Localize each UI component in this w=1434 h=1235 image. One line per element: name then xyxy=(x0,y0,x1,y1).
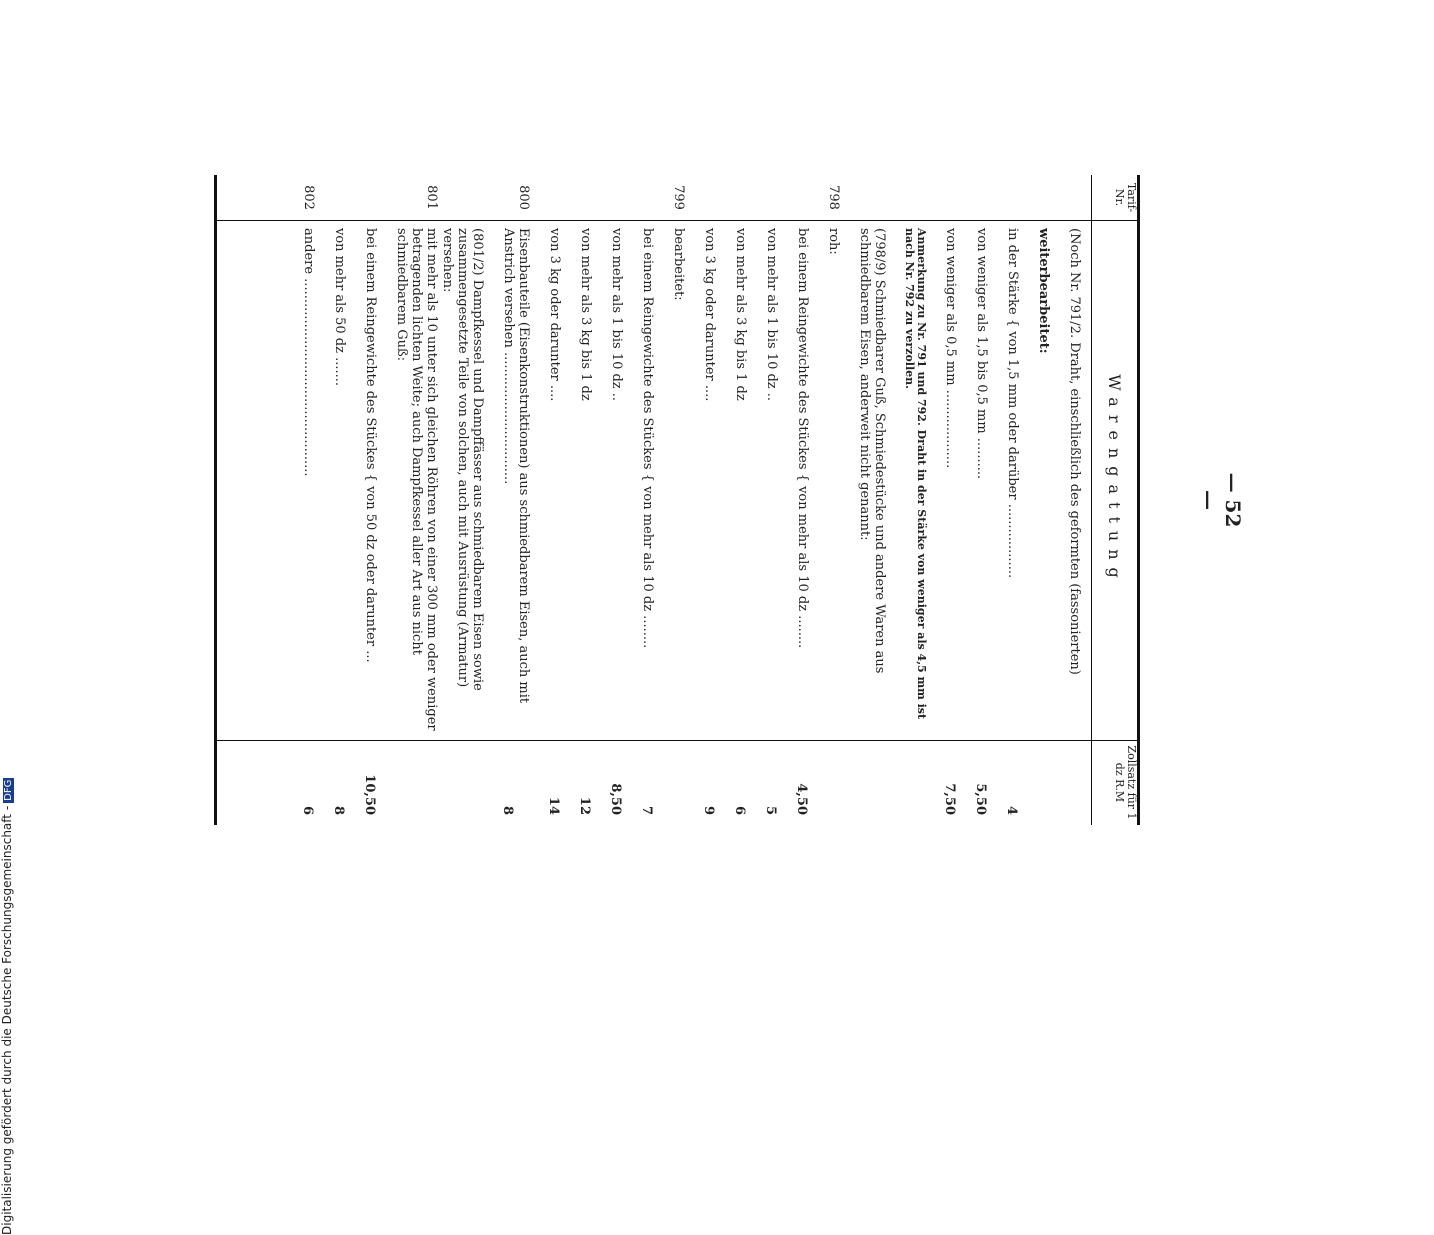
tarif-nr-cell: 798 xyxy=(826,185,841,210)
warengattung-cell: Anmerkung zu Nr. 791 und 792. Draht in der Stärke von weniger als 4,5 mm ist nach Nr. 792 zu verzollen. xyxy=(903,228,928,723)
warengattung-cell: bearbeitet: xyxy=(671,228,686,301)
zollsatz-cell: 10,50 xyxy=(362,774,377,815)
tarif-nr-cell: 800 xyxy=(516,185,531,210)
zollsatz-cell: 7 xyxy=(639,805,654,815)
zollsatz-cell: 5,50 xyxy=(973,783,988,815)
header-zollsatz: Zollsatz für 1 dz R.M xyxy=(1091,740,1137,825)
zollsatz-cell: 4,50 xyxy=(794,783,809,815)
warengattung-cell: von mehr als 50 dz ....... xyxy=(332,228,347,387)
digitization-footer xyxy=(0,355,20,1235)
zollsatz-cell: 6 xyxy=(732,805,747,815)
tarif-nr-cell: 801 xyxy=(424,185,439,210)
zollsatz-cell: 4 xyxy=(1004,805,1019,815)
tariff-table-sheet xyxy=(220,175,1140,825)
warengattung-cell: von weniger als 0,5 mm ................... xyxy=(943,228,958,469)
tarif-nr-cell: 799 xyxy=(671,185,686,210)
warengattung-cell: bei einem Reingewichte des Stückes { von mehr als 10 dz ........ xyxy=(795,228,810,649)
warengattung-cell: mit mehr als 10 unter sich gleichen Röhren von einer 300 mm oder weniger betragenden lichten Weite; auch Dampfkessel aller Art aus nicht schmiedbarem Guß: xyxy=(394,228,439,735)
warengattung-cell: von mehr als 1 bis 10 dz .. xyxy=(764,228,779,402)
tarif-nr-cell: 802 xyxy=(301,185,316,210)
warengattung-cell: von 3 kg oder darunter .... xyxy=(547,228,562,402)
warengattung-cell: von weniger als 1,5 bis 0,5 mm .......... xyxy=(974,228,989,480)
page-number: — 52 — xyxy=(1197,472,1245,528)
zollsatz-cell: 12 xyxy=(577,796,592,815)
footer-text: Digitalisierung gefördert durch die Deutsche Forschungsgemeinschaft - xyxy=(0,805,14,1235)
warengattung-cell: roh: xyxy=(826,228,841,255)
header-tarif-nr: Tarif-Nr. xyxy=(1091,175,1137,220)
tariff-table xyxy=(214,175,1140,825)
zollsatz-cell: 14 xyxy=(546,796,561,815)
zollsatz-cell: 9 xyxy=(701,805,716,815)
zollsatz-cell: 5 xyxy=(763,805,778,815)
column-warengattung xyxy=(217,220,1137,741)
zollsatz-cell: 8 xyxy=(331,805,346,815)
warengattung-cell: von mehr als 3 kg bis 1 dz xyxy=(578,228,593,401)
warengattung-cell: Eisenbauteile (Eisenkonstruktionen) aus schmiedbarem Eisen, auch mit Anstrich versehen ................................ xyxy=(501,228,531,708)
column-tarif-nr xyxy=(217,175,1137,221)
warengattung-cell: von mehr als 1 bis 10 dz .. xyxy=(609,228,624,402)
warengattung-cell: in der Stärke { von 1,5 mm oder darüber .................. xyxy=(1005,228,1020,579)
zollsatz-cell: 8,50 xyxy=(608,783,623,815)
zollsatz-cell: 7,50 xyxy=(942,783,957,815)
warengattung-cell: von mehr als 3 kg bis 1 dz xyxy=(733,228,748,401)
warengattung-cell: (798/9) Schmiedbarer Guß, Schmiedestücke und andere Waren aus schmiedbarem Eisen, anderweit nicht genannt: xyxy=(857,228,887,678)
warengattung-cell: von 3 kg oder darunter .... xyxy=(702,228,717,402)
warengattung-cell: weiterbearbeitet: xyxy=(1036,228,1051,354)
warengattung-cell: andere ................................................ xyxy=(301,228,316,477)
zollsatz-cell: 6 xyxy=(300,805,315,815)
warengattung-cell: bei einem Reingewichte des Stückes { von mehr als 10 dz ........ xyxy=(640,228,655,649)
warengattung-cell: (Noch Nr. 791/2. Draht, einschließlich des geformten (fassonierten) xyxy=(1067,228,1082,675)
zollsatz-cell: 8 xyxy=(500,805,515,815)
warengattung-cell: (801/2) Dampfkessel und Dampffässer aus schmiedbarem Eisen sowie zusammengesetzte Teile von solchen, auch mit Ausrüstung (Armatur) versehen: xyxy=(440,228,485,695)
warengattung-cell: bei einem Reingewichte des Stückes { von 50 dz oder darunter ... xyxy=(363,228,378,663)
dfg-logo: DFG xyxy=(3,779,14,801)
column-zollsatz xyxy=(217,740,1137,825)
header-warengattung: Warengattung xyxy=(1091,220,1137,740)
